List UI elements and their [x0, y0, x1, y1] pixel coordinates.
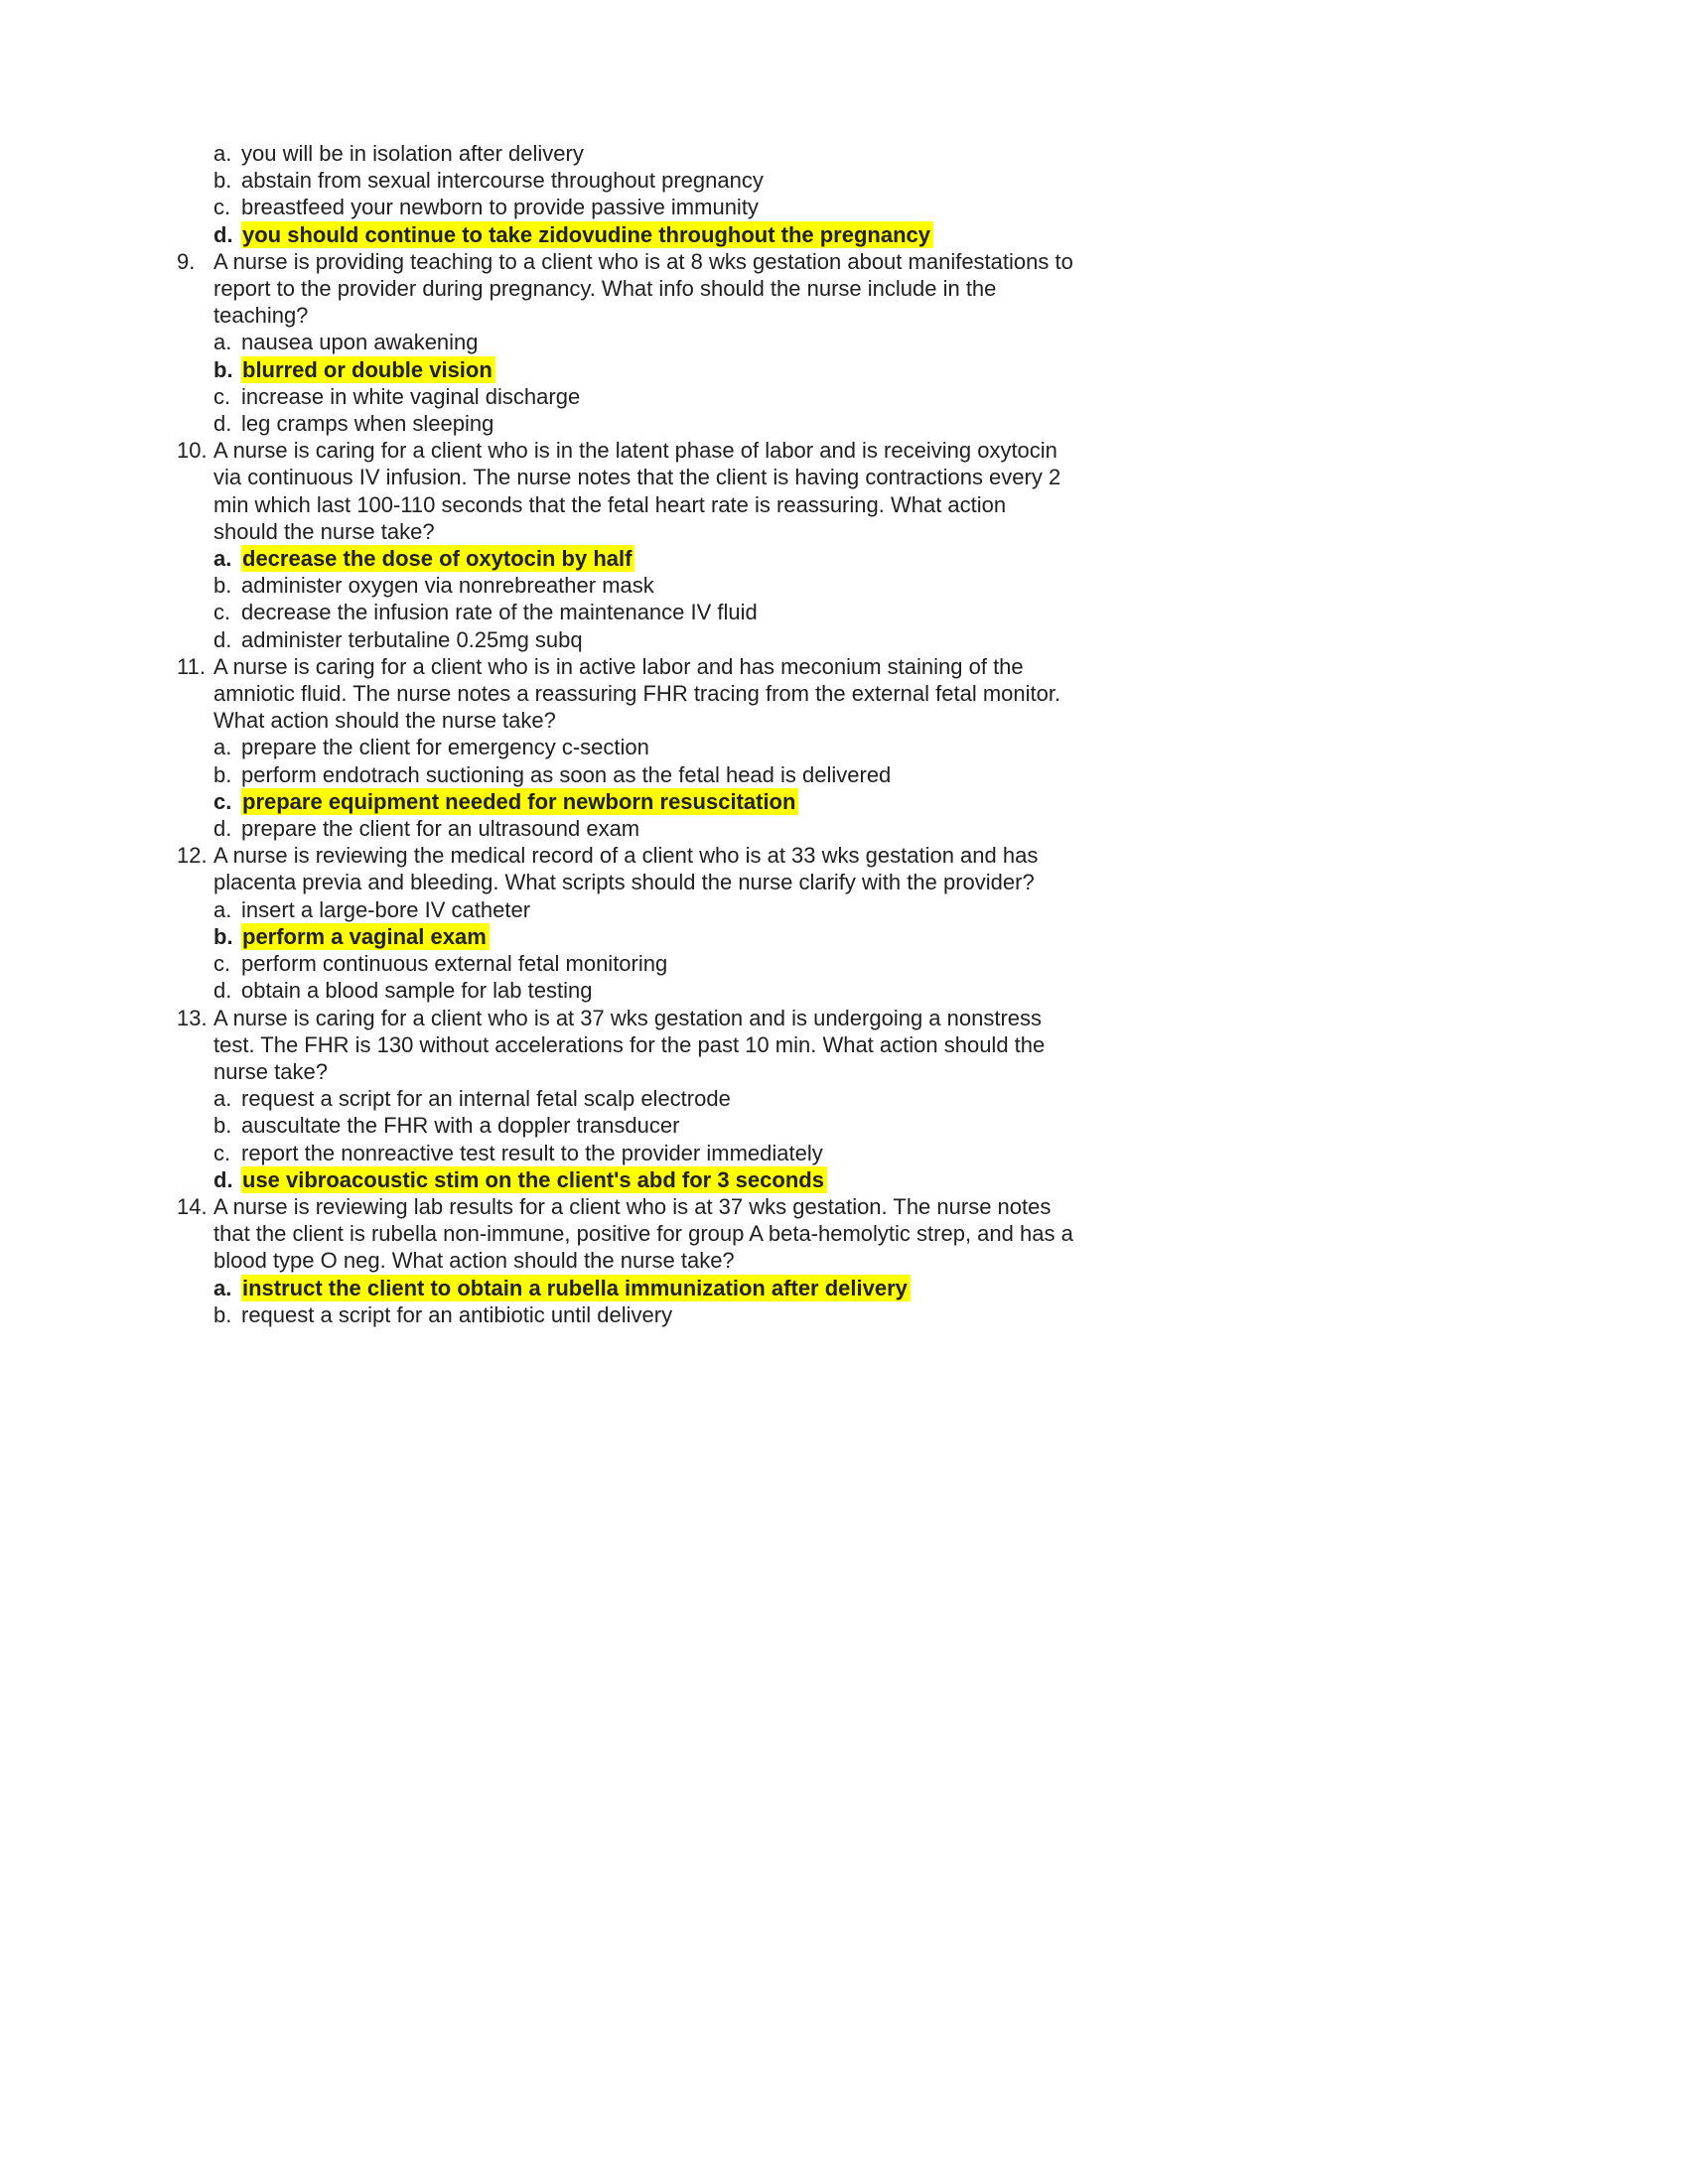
question-content: [213, 1193, 1075, 1328]
question-item: [177, 437, 1688, 653]
option-letter: a.: [213, 735, 232, 760]
answer-option: [213, 329, 1075, 355]
answer-option: [213, 896, 1075, 923]
question-number: 10.: [177, 438, 208, 464]
question-item: [177, 653, 1688, 842]
question-stem: A nurse is caring for a client who is in the latent phase of labor and is receiving oxytocin via continuous IV infusion. The nurse notes that the client is having contractions every 2 min which last 100-110 seconds that the fetal heart rate is reassuring. What action should the nurse take?: [213, 438, 1061, 544]
option-text: request a script for an antibiotic until delivery: [241, 1301, 673, 1327]
question-item: [177, 1005, 1688, 1193]
question-number: 13.: [177, 1005, 208, 1030]
question-content: [213, 248, 1075, 437]
question-content: [213, 842, 1075, 1004]
option-letter: b.: [213, 168, 232, 194]
option-letter: c.: [213, 951, 231, 977]
option-text: prepare the client for emergency c-section: [241, 735, 649, 760]
option-letter: b.: [213, 573, 232, 599]
answer-option: [213, 383, 1075, 410]
question-stem: A nurse is providing teaching to a client who is at 8 wks gestation about manifestations to report to the provider during pregnancy. What info should the nurse include in the teaching?: [213, 248, 1073, 329]
option-text: nausea upon awakening: [241, 330, 479, 355]
answer-option: [213, 977, 1075, 1004]
option-letter: d.: [213, 411, 232, 437]
option-text-highlighted: blurred or double vision: [241, 356, 495, 383]
option-letter: d.: [213, 1166, 233, 1192]
answer-option: [213, 410, 1075, 437]
answer-option-correct: [213, 545, 1075, 572]
option-text-highlighted: decrease the dose of oxytocin by half: [241, 545, 634, 572]
question-item: [177, 842, 1688, 1004]
answer-option: [213, 950, 1075, 977]
option-letter: a.: [213, 896, 232, 922]
option-text: insert a large-bore IV catheter: [241, 896, 531, 922]
option-letter: a.: [213, 1086, 232, 1112]
option-text: administer terbutaline 0.25mg subq: [241, 626, 583, 652]
question-number: 14.: [177, 1193, 208, 1219]
option-letter: d.: [213, 221, 233, 247]
answer-option: [213, 1112, 1075, 1139]
option-text-highlighted: prepare equipment needed for newborn resuscitation: [241, 788, 798, 815]
option-letter: a.: [213, 141, 232, 166]
answer-option: [213, 572, 1075, 599]
answer-option: [213, 194, 1075, 220]
answer-option: [213, 1301, 1075, 1328]
answer-option: [213, 1140, 1075, 1166]
option-text: increase in white vaginal discharge: [241, 383, 581, 409]
option-letter: b.: [213, 761, 232, 787]
option-text: leg cramps when sleeping: [241, 411, 494, 437]
answer-option: [213, 734, 1075, 760]
answer-option-correct: [213, 788, 1075, 815]
option-letter: c.: [213, 1140, 231, 1165]
answer-option-correct: [213, 356, 1075, 383]
option-text-highlighted: perform a vaginal exam: [241, 923, 490, 950]
option-letter: b.: [213, 1301, 232, 1327]
question-content: [213, 437, 1075, 653]
option-text-highlighted: you should continue to take zidovudine throughout the pregnancy: [241, 221, 933, 248]
answer-option: [213, 815, 1075, 842]
option-letter: d.: [213, 626, 232, 652]
question-stem: A nurse is caring for a client who is in active labor and has meconium staining of the amniotic fluid. The nurse notes a reassuring FHR tracing from the external fetal monitor. What action should the nurse take?: [213, 653, 1061, 734]
option-text: perform continuous external fetal monitoring: [241, 951, 668, 977]
option-text: abstain from sexual intercourse throughout pregnancy: [241, 168, 764, 194]
answer-option-correct: [213, 1166, 1075, 1193]
option-text: obtain a blood sample for lab testing: [241, 978, 593, 1004]
option-letter: a.: [213, 330, 232, 355]
option-letter: b.: [213, 1113, 232, 1139]
answer-option-correct: [213, 1275, 1075, 1301]
answer-option: [213, 626, 1075, 653]
answer-option-correct: [213, 923, 1075, 950]
option-text-highlighted: use vibroacoustic stim on the client's abd for 3 seconds: [241, 1166, 827, 1193]
option-letter: a.: [213, 546, 232, 572]
option-letter: c.: [213, 383, 231, 409]
option-letter: b.: [213, 356, 233, 382]
question-content: [213, 1005, 1075, 1193]
option-letter: d.: [213, 816, 232, 842]
option-text: decrease the infusion rate of the maintenance IV fluid: [241, 600, 758, 625]
option-text: auscultate the FHR with a doppler transducer: [241, 1113, 680, 1139]
option-letter: d.: [213, 978, 232, 1004]
option-text: prepare the client for an ultrasound exam: [241, 816, 640, 842]
option-text: you will be in isolation after delivery: [241, 141, 584, 166]
question-stem: A nurse is reviewing the medical record of a client who is at 33 wks gestation and has placenta previa and bleeding. What scripts should the nurse clarify with the provider?: [213, 843, 1039, 895]
option-letter: b.: [213, 923, 233, 949]
option-letter: c.: [213, 788, 232, 814]
option-letter: c.: [213, 600, 231, 625]
question-item: [177, 1193, 1688, 1328]
option-text-highlighted: instruct the client to obtain a rubella immunization after delivery: [241, 1275, 911, 1301]
option-letter: a.: [213, 1275, 232, 1300]
option-text: administer oxygen via nonrebreather mask: [241, 573, 654, 599]
question-item: [177, 248, 1688, 437]
answer-option: [213, 761, 1075, 788]
answer-option: [213, 167, 1075, 194]
answer-option: [213, 1085, 1075, 1112]
option-text: report the nonreactive test result to the provider immediately: [241, 1140, 823, 1165]
question-number: 9.: [177, 248, 196, 274]
option-text: breastfeed your newborn to provide passive immunity: [241, 195, 759, 220]
question-number: 11.: [177, 653, 206, 679]
option-text: perform endotrach suctioning as soon as the fetal head is delivered: [241, 761, 892, 787]
option-letter: c.: [213, 195, 231, 220]
question-content: [213, 653, 1075, 842]
answer-option: [213, 599, 1075, 625]
question-options-continued: [177, 140, 1688, 248]
question-number: 12.: [177, 843, 208, 869]
question-stem: A nurse is reviewing lab results for a client who is at 37 wks gestation. The nurse notes that the client is rubella non-immune, positive for group A beta-hemolytic strep, and has a blood type O neg. What action should the nurse take?: [213, 1193, 1073, 1274]
option-text: request a script for an internal fetal scalp electrode: [241, 1086, 731, 1112]
answer-option-correct: [213, 221, 1075, 248]
question-content: [213, 140, 1075, 248]
question-stem: A nurse is caring for a client who is at 37 wks gestation and is undergoing a nonstress test. The FHR is 130 without accelerations for the past 10 min. What action should the nurse take?: [213, 1005, 1046, 1084]
answer-option: [213, 140, 1075, 167]
